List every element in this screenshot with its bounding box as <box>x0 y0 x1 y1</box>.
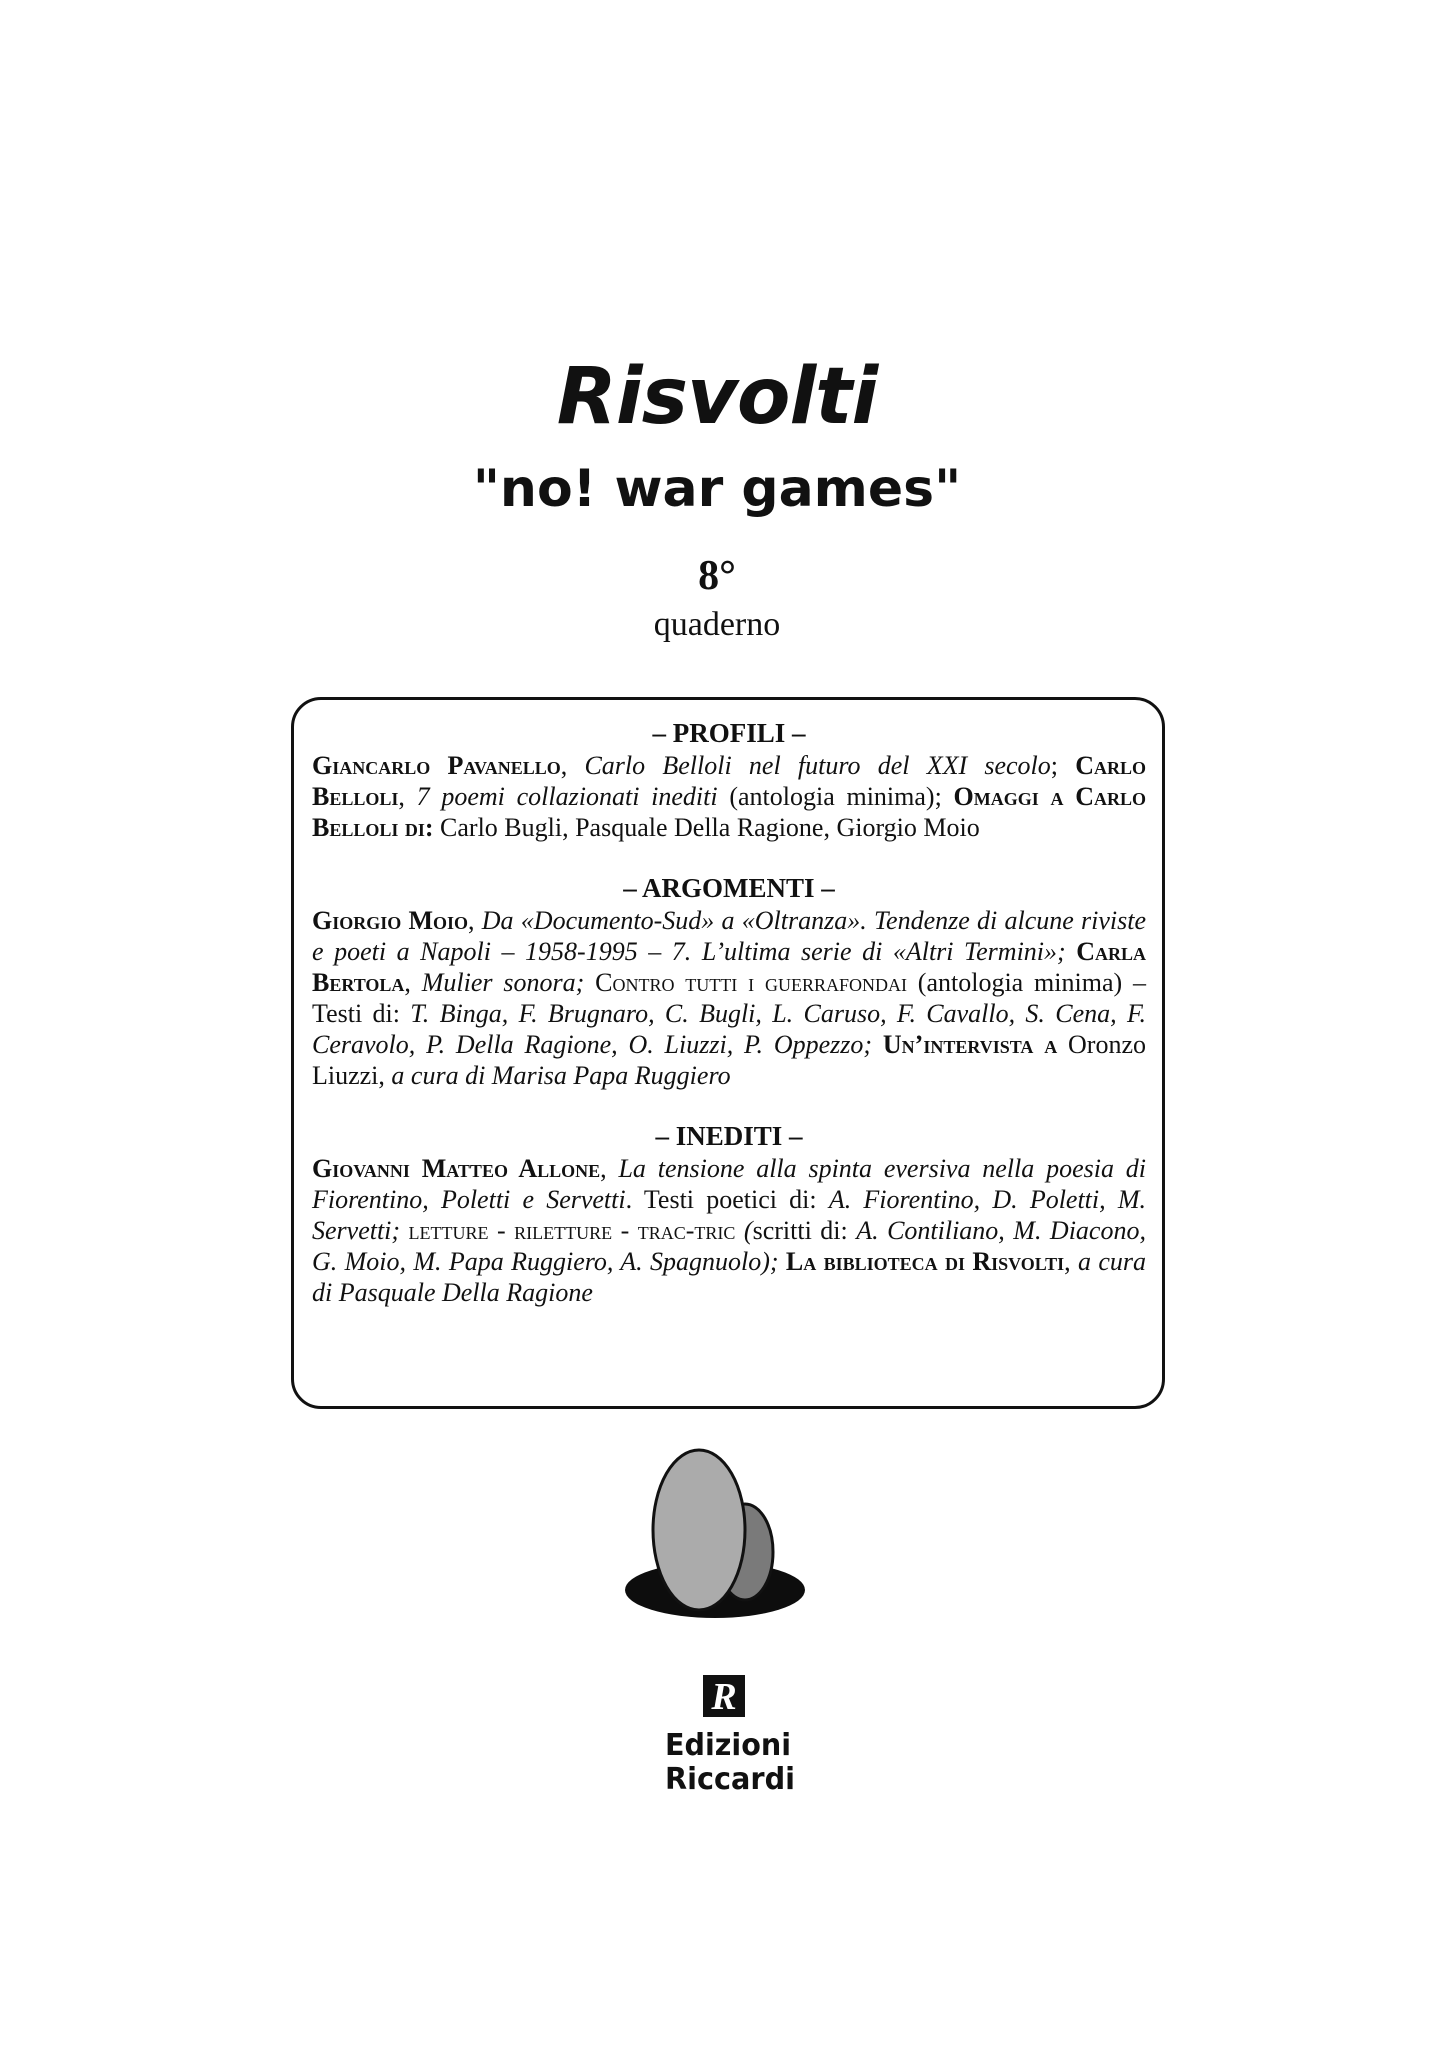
work-title: Mulier sonora; <box>421 968 585 997</box>
separator: , <box>398 782 417 811</box>
author-name: Giancarlo Pavanello <box>312 751 561 780</box>
separator: , <box>378 1061 392 1090</box>
separator: , <box>404 968 422 997</box>
contributor-names: Carlo Bugli, Pasquale Della Ragione, Giorgio Moio <box>433 813 980 842</box>
separator: , <box>1064 1247 1078 1276</box>
publisher-logo <box>665 1675 795 1800</box>
section-body-profili <box>312 750 1146 843</box>
publisher-name-line1: Edizioni <box>665 1728 791 1763</box>
subtitle: "no! war games" <box>472 459 962 519</box>
author-name: Carla Bertola <box>312 937 1146 997</box>
work-note: . Testi poetici di: <box>625 1185 829 1214</box>
feature-label: La biblioteca di Risvolti <box>778 1247 1065 1276</box>
egg-logo-icon <box>620 1445 810 1630</box>
author-name: Giorgio Moio <box>312 906 469 935</box>
curator-credit: a cura di Marisa Papa Ruggiero <box>391 1061 731 1090</box>
contents-box <box>291 697 1165 1409</box>
work-note: (antologia minima) – Testi di: <box>312 968 1146 1028</box>
author-name: Carlo Belloli <box>312 751 1146 811</box>
paren-open: ( <box>735 1216 753 1245</box>
separator: ; <box>1050 751 1076 780</box>
contributor-names: A. Fiorentino, D. Poletti, M. Servetti; <box>312 1185 1146 1245</box>
work-title: Da «Documento-Sud» a «Oltranza». Tendenze di alcune riviste e poeti a Napoli – 1958-1995 – 7. L’ultima serie di «Altri Termini»; <box>312 906 1147 966</box>
section-heading-argomenti: – ARGOMENTI – <box>623 873 835 903</box>
publisher-name-line2: Riccardi <box>665 1762 795 1797</box>
contributor-names: T. Binga, F. Brugnaro, C. Bugli, L. Caruso, F. Cavallo, S. Cena, F. Ceravolo, P. Della Ragione, O. Liuzzi, P. Oppezzo; <box>312 999 1146 1059</box>
publisher-logo-letter: R <box>711 1676 737 1718</box>
feature-label: letture - riletture - trac-tric <box>400 1216 736 1245</box>
work-title: La tensione alla spinta eversiva nella poesia di Fiorentino, Poletti e Servetti <box>312 1154 1146 1214</box>
feature-label: Contro tutti i guerrafondai <box>584 968 907 997</box>
work-note: (antologia minima); <box>717 782 954 811</box>
separator: , <box>560 751 585 780</box>
curator-credit: a cura di Pasquale Della Ragione <box>312 1247 1146 1307</box>
section-heading-profili: – PROFILI – <box>652 718 806 748</box>
author-name: Giovanni Matteo Allone <box>312 1154 601 1183</box>
work-note: scritti di: <box>752 1216 857 1245</box>
contributor-names: A. Contiliano, M. Diacono, G. Moio, M. Papa Ruggiero, A. Spagnuolo); <box>312 1216 1146 1276</box>
feature-label: Omaggi a Carlo Belloli di: <box>312 782 1147 842</box>
title: Risvolti <box>556 352 878 442</box>
separator: , <box>468 906 482 935</box>
section-body-inediti <box>312 1153 1146 1308</box>
feature-label: Un’intervista a <box>872 1030 1058 1059</box>
interviewee-name: Oronzo Liuzzi <box>312 1030 1147 1090</box>
issue-label: quaderno <box>653 606 781 643</box>
work-title: Carlo Belloli nel futuro del XXI secolo <box>584 751 1051 780</box>
section-body-argomenti <box>312 905 1146 1091</box>
section-heading-inediti: – INEDITI – <box>655 1121 803 1151</box>
separator: , <box>600 1154 619 1183</box>
large-egg-shape <box>653 1450 745 1610</box>
issue-number: 8° <box>698 553 736 599</box>
work-title: 7 poemi collazionati inediti <box>416 782 718 811</box>
